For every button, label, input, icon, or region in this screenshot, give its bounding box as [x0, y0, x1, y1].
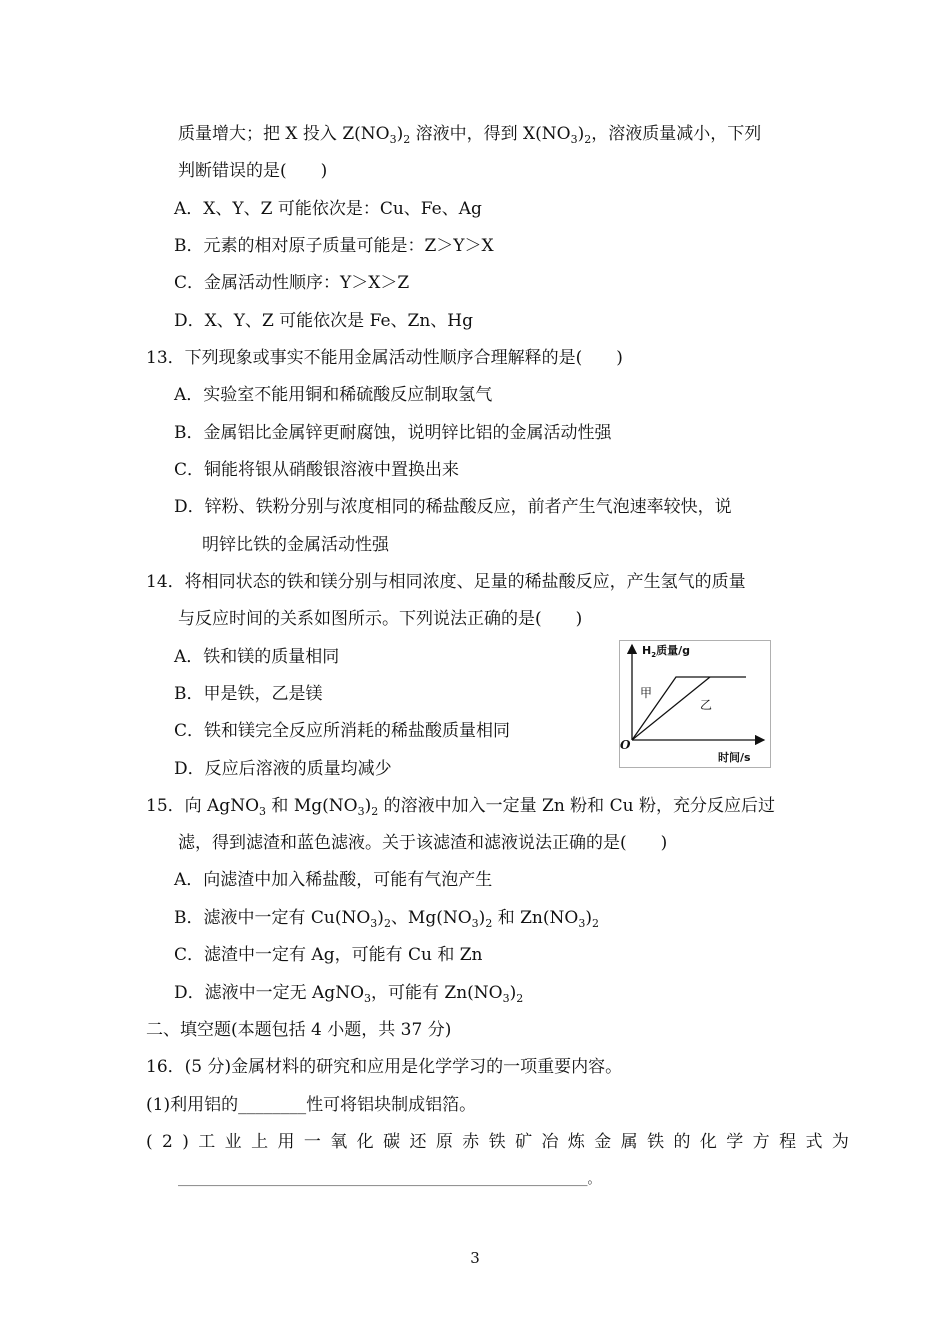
q13-stem: 13．下列现象或事实不能用金属活动性顺序合理解释的是( ) [146, 348, 623, 368]
q14-figure [619, 640, 771, 768]
q14-option-b: B．甲是铁，乙是镁 [174, 684, 323, 704]
q12-line1: 质量增大；把 X 投入 $Z(NO_3)_2$ 溶液中，得到 $X(NO_3)_2$，溶液质量减小，下列 [178, 124, 762, 146]
q16-part2: (2)工业上用一氧化碳还原赤铁矿冶炼金属铁的化学方程式为 [146, 1132, 859, 1152]
origin-label: O [620, 738, 631, 752]
q15-option-b: B．滤液中一定有 $Cu(NO_3)_2$、$Mg(NO_3)_2$ 和 $Zn(NO_3)_2$ [174, 908, 599, 930]
q15-stem-line1: 15．向 AgNO$_3$ 和 $Mg(NO_3)_2$ 的溶液中加入一定量 Zn 粉和 Cu 粉，充分反应后过 [146, 796, 775, 818]
q13-option-c: C．铜能将银从硝酸银溶液中置换出来 [174, 460, 460, 480]
q16-part1: (1)利用铝的________性可将铝块制成铝箔。 [146, 1095, 477, 1115]
q15-option-d: D．滤液中一定无 AgNO$_3$，可能有 $Zn(NO_3)_2$ [174, 983, 524, 1005]
series-yi-label: 乙 [700, 698, 713, 712]
q14-option-c: C．铁和镁完全反应所消耗的稀盐酸质量相同 [174, 721, 511, 741]
q14-option-d: D．反应后溶液的质量均减少 [174, 759, 392, 779]
q13-option-b: B．金属铝比金属锌更耐腐蚀，说明锌比铝的金属活动性强 [174, 423, 612, 443]
q13-option-d-line2: 明锌比铁的金属活动性强 [202, 535, 389, 555]
q14-stem-line2: 与反应时间的关系如图所示。下列说法正确的是( ) [178, 609, 583, 629]
page-number: 3 [470, 1249, 480, 1267]
q12-option-c: C．金属活动性顺序：Y＞X＞Z [174, 273, 410, 293]
series-jia-label: 甲 [640, 686, 653, 700]
section-2-heading: 二、填空题(本题包括 4 小题，共 37 分) [146, 1020, 452, 1040]
q14-option-a: A．铁和镁的质量相同 [174, 647, 340, 667]
q12-line2: 判断错误的是( ) [178, 161, 328, 181]
q16-part2-answer-blank: _______________________________________________________________。 [178, 1172, 601, 1187]
q14-graph [620, 641, 770, 767]
q15-option-a: A．向滤渣中加入稀盐酸，可能有气泡产生 [174, 870, 493, 890]
q15-stem-line2: 滤，得到滤渣和蓝色滤液。关于该滤渣和滤液说法正确的是( ) [178, 833, 668, 853]
q12-option-b: B．元素的相对原子质量可能是：Z＞Y＞X [174, 236, 494, 256]
y-axis-label: $H_2$质量/g [642, 644, 690, 659]
q13-option-a: A．实验室不能用铜和稀硫酸反应制取氢气 [174, 385, 493, 405]
q14-stem-line1: 14．将相同状态的铁和镁分别与相同浓度、足量的稀盐酸反应，产生氢气的质量 [146, 572, 746, 592]
q12-option-d: D．X、Y、Z 可能依次是 Fe、Zn、Hg [174, 311, 473, 331]
x-axis-label: 时间/s [718, 751, 751, 764]
q12-option-a: A．X、Y、Z 可能依次是：Cu、Fe、Ag [174, 199, 482, 219]
q16-stem: 16．(5 分)金属材料的研究和应用是化学学习的一项重要内容。 [146, 1057, 623, 1077]
q15-option-c: C．滤渣中一定有 Ag，可能有 Cu 和 Zn [174, 945, 483, 965]
q13-option-d-line1: D．锌粉、铁粉分别与浓度相同的稀盐酸反应，前者产生气泡速率较快，说 [174, 497, 732, 517]
